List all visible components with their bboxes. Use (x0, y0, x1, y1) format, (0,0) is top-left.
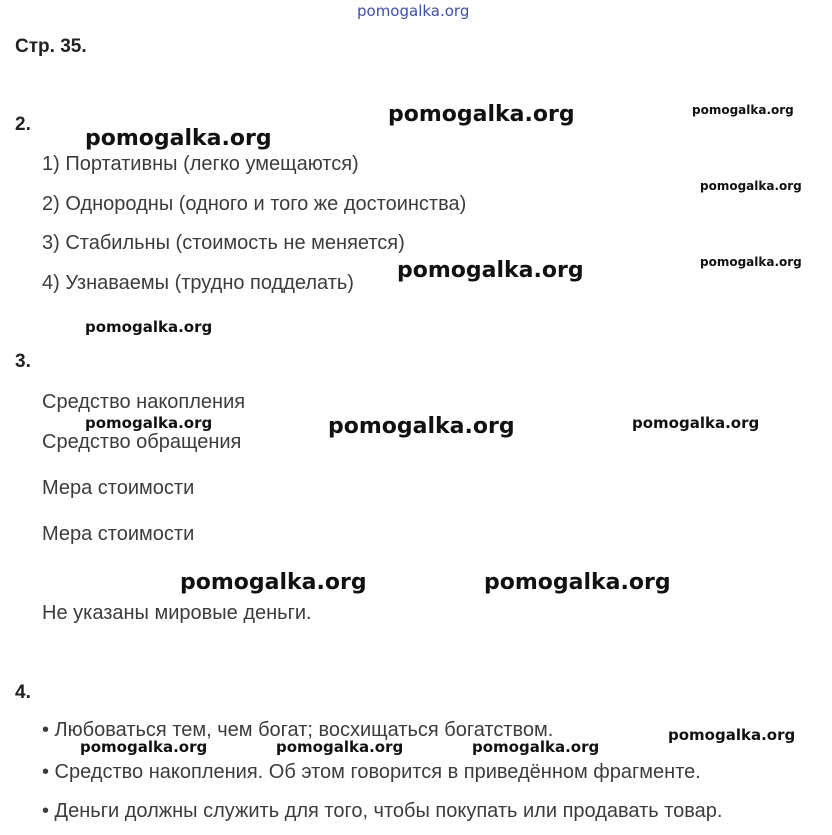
task-number-2: 2. (15, 114, 31, 135)
money-function-3: Мера стоимости (42, 477, 195, 499)
watermark: pomogalka.org (632, 414, 760, 432)
task-number-4: 4. (15, 682, 31, 703)
money-function-1: Средство накопления (42, 391, 246, 413)
task-number-3: 3. (15, 351, 31, 372)
money-function-2: Средство обращения (42, 431, 242, 453)
money-property-4: 4) Узнаваемы (трудно подделать) (42, 272, 354, 294)
money-property-1: 1) Портативны (легко умещаются) (42, 153, 359, 175)
watermark: pomogalka.org (85, 414, 213, 432)
answer-bullet-3: • Деньги должны служить для того, чтобы покупать или продавать товар. (42, 800, 723, 822)
money-function-4: Мера стоимости (42, 523, 195, 545)
money-property-2: 2) Однородны (одного и того же достоинства) (42, 193, 467, 215)
watermark: pomogalka.org (388, 102, 575, 127)
watermark: pomogalka.org (180, 570, 367, 595)
watermark: pomogalka.org (484, 570, 671, 595)
watermark: pomogalka.org (397, 258, 584, 283)
watermark: pomogalka.org (700, 255, 802, 269)
watermark: pomogalka.org (85, 126, 272, 151)
watermark: pomogalka.org (328, 414, 515, 439)
watermark: pomogalka.org (276, 738, 404, 756)
section3-note: Не указаны мировые деньги. (42, 602, 312, 624)
watermark: pomogalka.org (472, 738, 600, 756)
watermark: pomogalka.org (80, 738, 208, 756)
header-watermark: pomogalka.org (357, 2, 470, 20)
money-property-3: 3) Стабильны (стоимость не меняется) (42, 232, 405, 254)
answer-bullet-2: • Средство накопления. Об этом говорится в приведённом фрагменте. (42, 761, 701, 783)
watermark: pomogalka.org (700, 179, 802, 193)
watermark: pomogalka.org (692, 103, 794, 117)
watermark: pomogalka.org (85, 318, 213, 336)
answer-bullet-1: • Любоваться тем, чем богат; восхищаться богатством. (42, 719, 554, 741)
page-number: Стр. 35. (15, 36, 87, 57)
watermark: pomogalka.org (668, 726, 796, 744)
